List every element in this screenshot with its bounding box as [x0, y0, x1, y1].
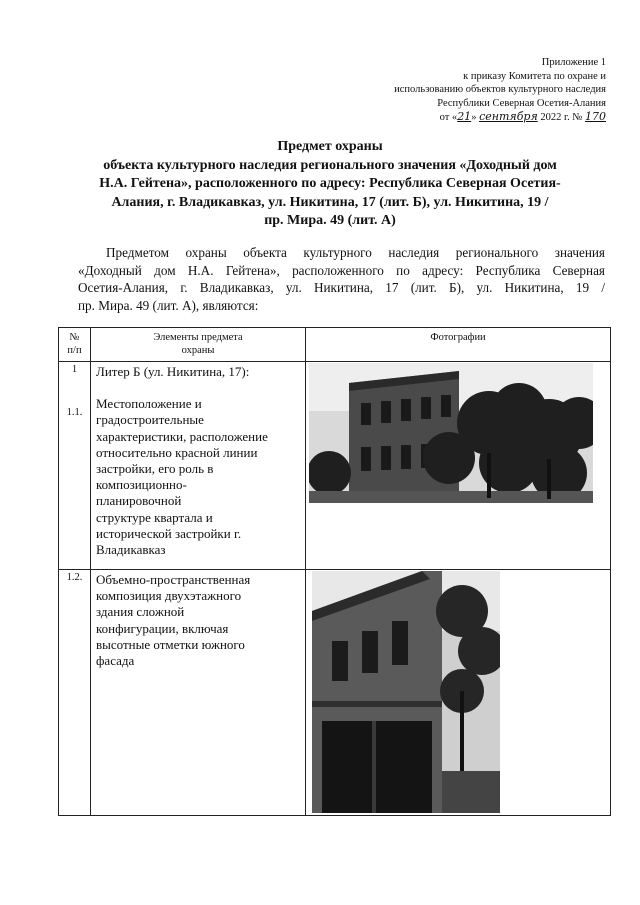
header-num [59, 328, 91, 362]
header-photos: Фотографии [306, 328, 611, 362]
document-title [60, 138, 600, 231]
appendix-republic-line: Республики Северная Осетия-Алания [437, 97, 606, 109]
element-line: композиция двухэтажного [96, 588, 242, 604]
element-line: планировочной [96, 493, 182, 509]
element-line: исторической застройки г. [96, 525, 242, 541]
element-line: характеристики, расположение [96, 428, 268, 444]
element-line: композиционно- [96, 477, 187, 493]
date-mid: » [471, 112, 477, 124]
intro-line: Осетия-Алания, г. Владикавказ, ул. Никитина, 17 (лит. Б), ул. Никитина, 19 / [78, 280, 605, 295]
row-photo-cell [306, 362, 611, 570]
title-line: Алания, г. Владикавказ, ул. Никитина, 17 (лит. Б), ул. Никитина, 19 / [111, 194, 549, 210]
element-line: фасада [96, 653, 135, 669]
building-photo [309, 363, 593, 503]
header-elements-line1: Элементы предмета [153, 332, 243, 343]
element-line: здания сложной [96, 604, 185, 620]
title-line: Предмет охраны [277, 139, 383, 154]
appendix-title: Приложение 1 [541, 57, 606, 68]
row-number: 1 [71, 364, 78, 375]
table-row [59, 570, 611, 816]
appendix-block [316, 56, 606, 125]
header-num-line2: п/п [67, 345, 82, 356]
order-number: 170 [585, 110, 606, 124]
element-line: Владикавказ [96, 542, 166, 558]
header-elements [91, 328, 306, 362]
intro-line: «Доходный дом Н.А. Гейтена», расположенного по адресу: Республика Северная [78, 262, 605, 278]
row-number: 1.2. [66, 572, 83, 583]
element-line: градостроительные [96, 412, 204, 428]
title-line: объекта культурного наследия регионального значения «Доходный дом [103, 157, 557, 173]
appendix-order-line: к приказу Комитета по охране и [463, 70, 606, 82]
table-row [59, 362, 611, 570]
row-elements-cell [91, 362, 306, 570]
appendix-date-line [316, 110, 606, 125]
element-line: Объемно-пространственная [96, 572, 251, 587]
element-line: относительно красной линии [96, 444, 258, 460]
row-number-cell [59, 362, 91, 570]
row-number-cell [59, 570, 91, 816]
element-line: застройки, его роль в [96, 461, 214, 477]
protection-table [58, 327, 611, 816]
date-day: 21 [457, 110, 472, 124]
header-elements-line2: охраны [181, 345, 215, 356]
date-prefix: от « [439, 112, 458, 124]
intro-line: пр. Мира. 49 (лит. А), являются: [78, 297, 259, 313]
row-elements-cell [91, 570, 306, 816]
header-num-line1: № [69, 332, 80, 343]
appendix-committee-line: использованию объектов культурного наследия [394, 84, 606, 96]
date-year: 2022 г. № [540, 112, 583, 124]
row-subnumber: 1.1. [66, 407, 83, 418]
element-line: конфигурации, включая [96, 620, 229, 636]
element-line: структуре квартала и [96, 509, 213, 525]
title-line: Н.А. Гейтена», расположенного по адресу: Республика Северная Осетия- [99, 176, 561, 192]
intro-paragraph [78, 244, 605, 314]
element-line: высотные отметки южного [96, 636, 245, 652]
table-header-row [59, 328, 611, 362]
date-month: сентября [479, 110, 538, 124]
row-heading: Литер Б (ул. Никитина, 17): [96, 364, 250, 379]
intro-line: Предметом охраны объекта культурного наследия регионального значения [106, 245, 605, 260]
title-line: пр. Мира. 49 (лит. А) [264, 213, 396, 229]
facade-photo [312, 571, 500, 813]
element-line: Местоположение и [96, 396, 202, 412]
row-photo-cell [306, 570, 611, 816]
